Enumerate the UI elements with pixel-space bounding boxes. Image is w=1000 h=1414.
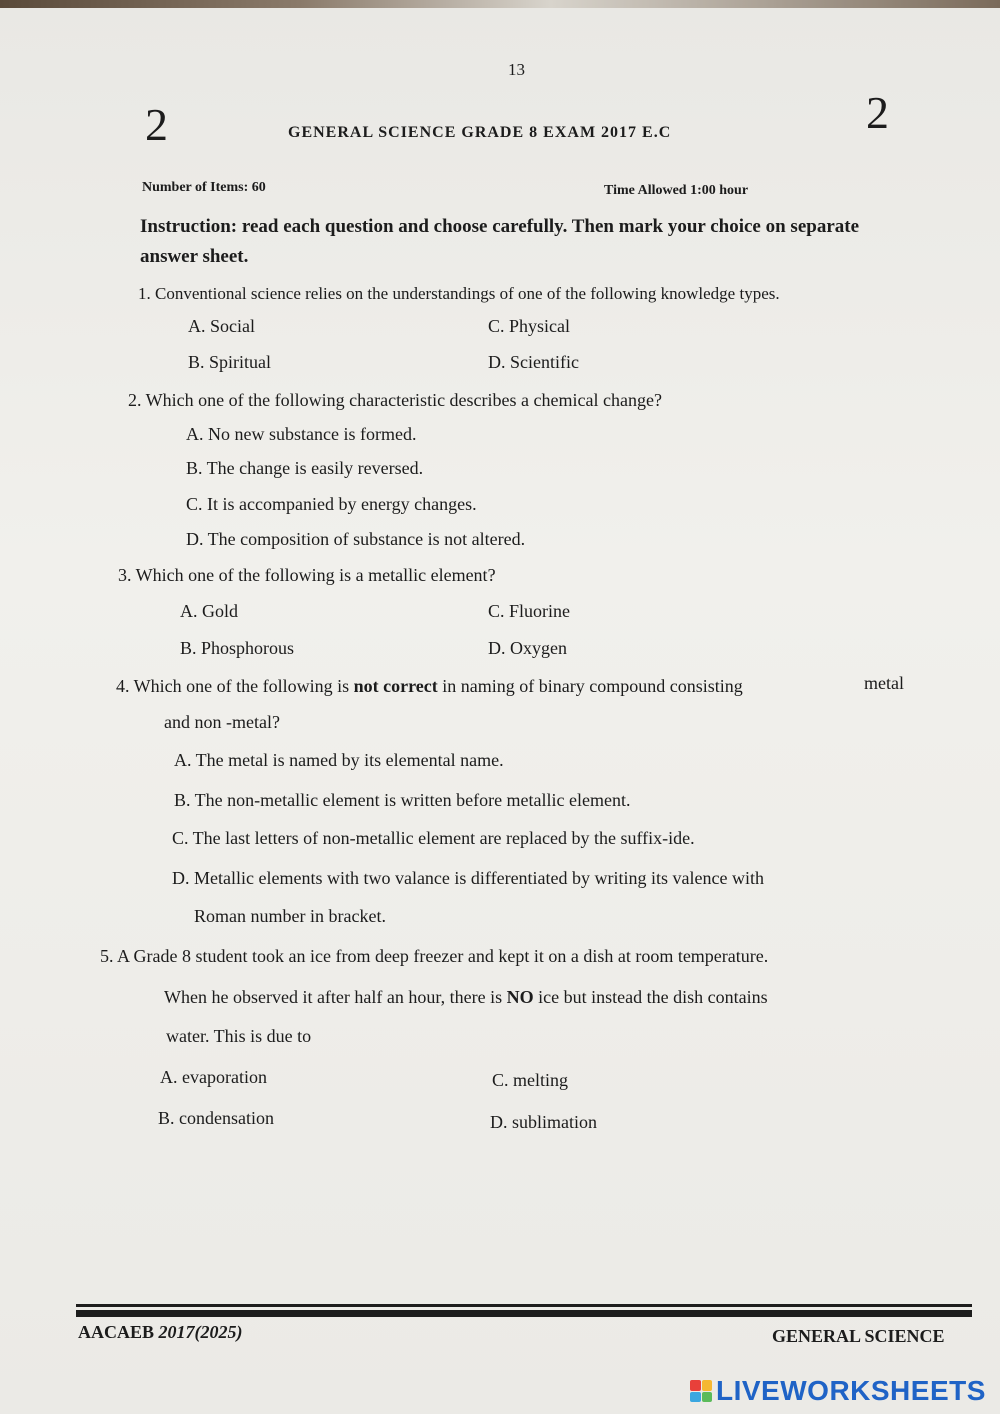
logo-square-green (702, 1392, 713, 1403)
logo-square-red (690, 1380, 701, 1391)
question-2-option-b[interactable]: B. The change is easily reversed. (186, 458, 424, 478)
question-2-option-d[interactable]: D. The composition of substance is not altered. (186, 529, 526, 549)
question-5-text-line2-post: ice but instead the dish contains (538, 987, 768, 1007)
footer-rule-thin (76, 1304, 972, 1307)
question-4-text-post: in naming of binary compound consisting (442, 676, 743, 696)
question-5-text-line3: water. This is due to (166, 1026, 312, 1046)
question-3-option-d[interactable]: D. Oxygen (488, 638, 567, 658)
question-2-option-c[interactable]: C. It is accompanied by energy changes. (186, 494, 477, 514)
footer-year: 2017(2025) (158, 1322, 243, 1342)
question-4-text (116, 676, 743, 697)
question-1-option-c[interactable]: C. Physical (488, 316, 571, 336)
question-3-option-c[interactable]: C. Fluorine (488, 601, 571, 621)
exam-title: GENERAL SCIENCE GRADE 8 EXAM 2017 E.C (288, 124, 672, 141)
question-4-option-a[interactable]: A. The metal is named by its elemental name. (174, 750, 504, 770)
question-5-text-line1: 5. A Grade 8 student took an ice from deep freezer and kept it on a dish at room temperature. (100, 946, 769, 966)
instruction: Instruction: read each question and choose carefully. Then mark your choice on separate answer sheet. (140, 216, 860, 267)
number-of-items: Number of Items: 60 (142, 180, 266, 195)
question-5-option-a[interactable]: A. evaporation (160, 1067, 267, 1087)
question-2-option-a[interactable]: A. No new substance is formed. (186, 424, 417, 444)
question-5-option-c[interactable]: C. melting (492, 1070, 568, 1090)
liveworksheets-icon (690, 1380, 712, 1402)
question-3-text: 3. Which one of the following is a metallic element? (118, 565, 496, 585)
question-4-option-d[interactable]: D. Metallic elements with two valance is differentiated by writing its valence with (172, 868, 764, 888)
question-4-text-bold: not correct (353, 676, 438, 696)
question-5-text-line2 (164, 987, 768, 1008)
question-4-text-line2: and non -metal? (164, 712, 280, 732)
footer-publisher (78, 1322, 243, 1343)
question-5-option-d[interactable]: D. sublimation (490, 1112, 597, 1132)
logo-square-yellow (702, 1380, 713, 1391)
liveworksheets-text: LIVEWORKSHEETS (716, 1375, 986, 1406)
logo-square-blue (690, 1392, 701, 1403)
question-4-option-b[interactable]: B. The non-metallic element is written before metallic element. (174, 790, 631, 810)
page-top-edge (0, 0, 1000, 8)
footer-subject: GENERAL SCIENCE (772, 1326, 945, 1346)
question-3-option-a[interactable]: A. Gold (180, 601, 238, 621)
question-4-text-tail: metal (864, 673, 904, 693)
page-number: 13 (508, 60, 525, 79)
version-number-left: 2 (145, 99, 168, 150)
question-2-text: 2. Which one of the following characteristic describes a chemical change? (128, 390, 662, 410)
question-4-option-c[interactable]: C. The last letters of non-metallic element are replaced by the suffix-ide. (172, 828, 695, 848)
footer-rule-thick (76, 1310, 972, 1317)
version-number-right: 2 (866, 87, 889, 138)
question-5-text-line2-pre: When he observed it after half an hour, there is (164, 987, 503, 1007)
question-1-option-a[interactable]: A. Social (188, 316, 255, 336)
question-5-option-b[interactable]: B. condensation (158, 1108, 274, 1128)
question-4-option-d-line2: Roman number in bracket. (194, 906, 386, 926)
liveworksheets-logo (690, 1374, 986, 1408)
question-4-text-pre: 4. Which one of the following is (116, 676, 350, 696)
question-1-option-d[interactable]: D. Scientific (488, 352, 579, 372)
footer-publisher-name: AACAEB (78, 1322, 155, 1342)
question-1-text: 1. Conventional science relies on the understandings of one of the following knowledge types. (138, 284, 780, 303)
question-3-option-b[interactable]: B. Phosphorous (180, 638, 295, 658)
question-5-text-line2-bold: NO (506, 987, 534, 1007)
time-allowed: Time Allowed 1:00 hour (604, 183, 749, 198)
question-1-option-b[interactable]: B. Spiritual (188, 352, 272, 372)
